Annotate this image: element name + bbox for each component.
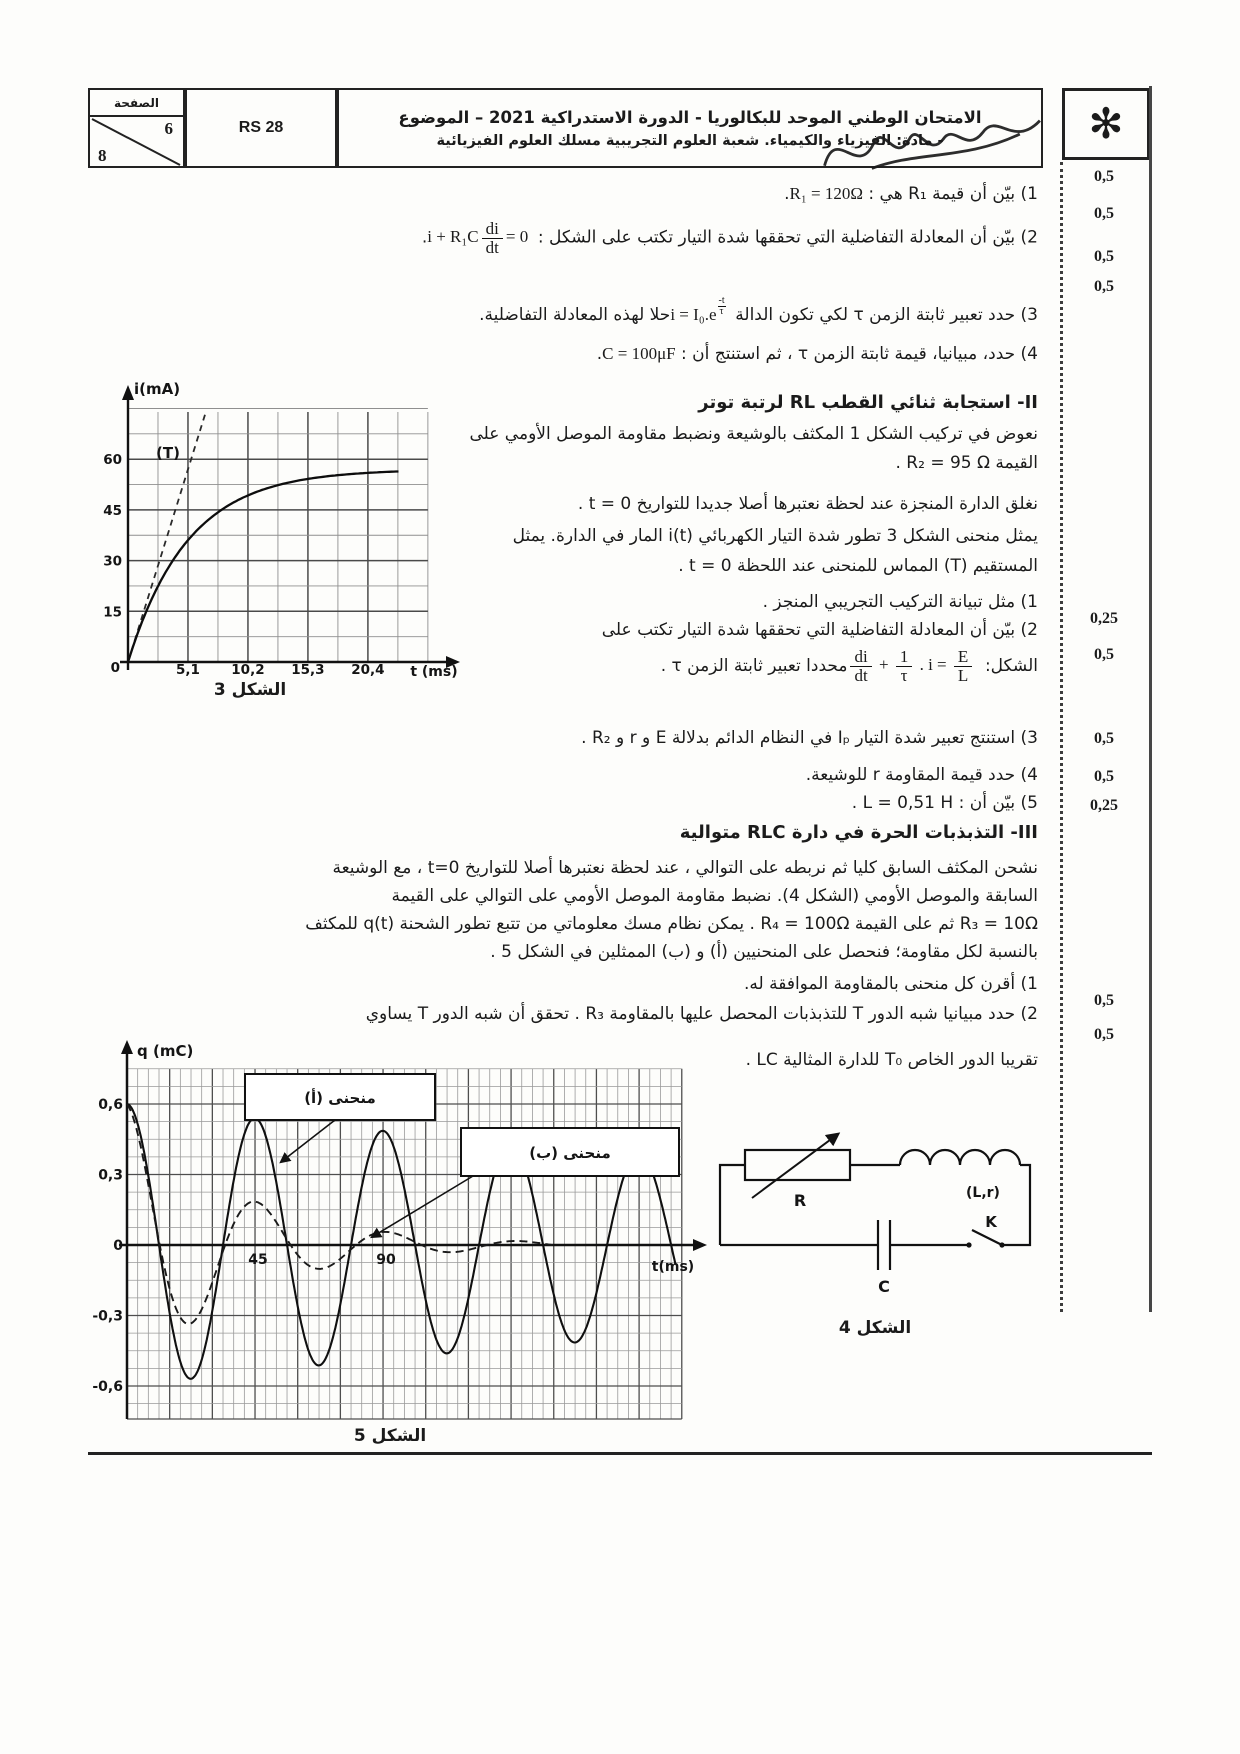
current-curve — [128, 472, 399, 663]
paragraph-line: السابقة والموصل الأومي (الشكل 4). نضبط مقاومة الموصل الأومي على التوالي على القيمة — [391, 886, 1038, 906]
switch-symbol — [972, 1230, 1002, 1245]
signature-scribble — [815, 100, 1050, 180]
header-page-box — [88, 88, 185, 168]
question-ii-4: 4) حدد قيمة المقاومة r للوشيعة. — [805, 765, 1038, 785]
svg-text:t(ms): t(ms) — [651, 1259, 695, 1275]
svg-text:45: 45 — [103, 502, 122, 519]
svg-text:30: 30 — [103, 553, 122, 570]
section-ii-heading: II- استجابة ثنائي القطب RL لرتبة توتر — [698, 392, 1038, 413]
equation-i2: i + R₁C $\frac{di}{dt}$ = 0 — [427, 219, 529, 257]
svg-text:5,1: 5,1 — [176, 662, 200, 678]
section-ii-paragraph-2: نغلق الدارة المنجزة عند لحظة نعتبرها أصلا جديدا للتواريخ t = 0 . — [577, 494, 1038, 514]
bottom-rule — [88, 1452, 1152, 1455]
svg-text:0,3: 0,3 — [98, 1167, 123, 1184]
svg-text:0: 0 — [110, 660, 120, 676]
paragraph-line: R₃ = 10Ω ثم على القيمة R₄ = 100Ω . يمكن نظام مسك معلوماتي من تتبع تطور الشحنة q(t) للمكثف — [305, 914, 1038, 934]
question-ii-1: 1) مثل تبيانة التركيب التجريبي المنجز . — [762, 592, 1038, 612]
svg-text:60: 60 — [103, 452, 122, 469]
section-ii-paragraph-1: نعوض في تركيب الشكل 1 المكثف بالوشيعة ونضبط مقاومة الموصل الأومي على القيمة R₂ = 95 Ω . — [469, 424, 1038, 473]
svg-text:20,4: 20,4 — [351, 662, 385, 678]
svg-text:90: 90 — [376, 1252, 396, 1268]
paragraph-line: نشحن المكثف السابق كليا ثم نربطه على التوالي ، عند لحظة نعتبرها أصلا للتواريخ t=0 ، مع الوشيعة — [332, 858, 1038, 878]
wire — [1002, 1165, 1030, 1245]
wire — [720, 1165, 745, 1245]
inductor-symbol — [900, 1150, 1020, 1165]
question-i-3: 3) حدد تعبير ثابتة الزمن τ لكي تكون الدالة i = I₀.e $\frac{-t}{\tau}$ حلا لهذه المعادلة التفاضلية. — [479, 295, 1038, 325]
svg-text:-0,3: -0,3 — [92, 1308, 123, 1325]
resistor-label: R — [793, 1191, 807, 1210]
score-mark: 0,5 — [1094, 248, 1114, 265]
question-iii-1: 1) أقرن كل منحنى بالمقاومة الموافقة له. — [744, 974, 1038, 994]
figure3-caption: الشكل 3 — [213, 680, 287, 700]
svg-text:45: 45 — [248, 1252, 268, 1268]
svg-text:q (mC): q (mC) — [137, 1042, 194, 1060]
star-box — [1062, 88, 1150, 160]
score-mark: 0,5 — [1094, 768, 1114, 785]
star-icon: ✻ — [1088, 99, 1124, 148]
score-mark: 0,5 — [1094, 168, 1114, 185]
section-iii-heading: III- التذبذبات الحرة في دارة RLC متوالية — [679, 822, 1038, 843]
score-mark: 0,5 — [1094, 278, 1114, 295]
equation-i3: i = I₀.e $\frac{-t}{\tau}$ — [670, 295, 725, 324]
capacitor-label: C — [878, 1277, 890, 1296]
question-iii-2: 2) حدد مبيانيا شبه الدور T للتذبذبات المحصل عليها بالمقاومة R₃ . تحقق أن شبه الدور T يساوي — [365, 1004, 1038, 1024]
question-ii-2-formula: الشكل: $\frac{di}{dt}$ + $\frac{1}{\tau}$ . i = $\frac{E}{L}$ محددا تعبير ثابتة الزمن τ . — [660, 647, 1038, 685]
score-mark: 0,5 — [1094, 205, 1114, 222]
switch-contact — [999, 1242, 1004, 1247]
question-i-1: 1) بيّن أن قيمة R₁ هي : R₁ = 120Ω. — [784, 184, 1038, 204]
switch-contact — [966, 1242, 971, 1247]
svg-text:منحنى (ب): منحنى (ب) — [529, 1144, 611, 1162]
svg-text:15: 15 — [103, 604, 122, 621]
score-column-right-border — [1149, 86, 1152, 1312]
question-ii-3: 3) استنتج تعبير شدة التيار Iₚ في النظام الدائم بدلالة E و r و R₂ . — [581, 728, 1038, 748]
question-i-2: 2) بيّن أن المعادلة التفاضلية التي تحققها شدة التيار تكتب على الشكل : i + R₁C $\frac{di}{dt}$ = 0 . — [421, 219, 1038, 257]
svg-text:10,2: 10,2 — [231, 662, 265, 678]
page-label: الصفحة — [90, 90, 183, 117]
score-mark: 0,5 — [1094, 992, 1114, 1009]
circuit-diagram — [700, 1100, 1050, 1300]
rs-code-box — [185, 88, 337, 168]
question-ii-2: 2) بيّن أن المعادلة التفاضلية التي تحققها شدة التيار تكتب على — [601, 620, 1038, 640]
question-ii-5: 5) بيّن أن : L = 0,51 H . — [851, 793, 1038, 813]
page-number-total: 8 — [98, 146, 107, 165]
svg-text:i(mA): i(mA) — [134, 380, 181, 398]
score-mark: 0,25 — [1090, 610, 1118, 627]
figure5-caption: الشكل 5 — [353, 1426, 427, 1446]
exam-title-line1: الامتحان الوطني الموحد للبكالوريا - الدورة الاستدراكية 2021 – الموضوع — [398, 107, 982, 127]
question-iii-2-continued: تقريبا الدور الخاص T₀ للدارة المثالية LC . — [745, 1050, 1038, 1070]
page-fraction-cell — [90, 117, 183, 167]
svg-text:0,6: 0,6 — [98, 1097, 123, 1113]
svg-text:-0,6: -0,6 — [92, 1379, 123, 1395]
score-mark: 0,5 — [1094, 1026, 1114, 1043]
svg-text:منحنى (أ): منحنى (أ) — [304, 1089, 376, 1107]
figure3-chart — [100, 382, 468, 694]
svg-text:t (ms): t (ms) — [410, 664, 458, 680]
score-mark: 0,25 — [1090, 797, 1118, 814]
circuit-caption: الشكل 4 — [838, 1318, 912, 1338]
score-column-dotted-divider — [1060, 162, 1063, 1312]
score-mark: 0,5 — [1094, 730, 1114, 747]
paragraph-line: بالنسبة لكل مقاومة؛ فنحصل على المنحنيين (أ) و (ب) الممثلين في الشكل 5 . — [490, 942, 1038, 962]
section-iii-paragraph — [93, 856, 1038, 968]
inductor-label: (L,r) — [966, 1185, 1000, 1201]
section-ii-paragraph-3: يمثل منحنى الشكل 3 تطور شدة التيار الكهربائي i(t) المار في الدارة. يمثل المستقيم (T) المماس للمنحنى عند اللحظة t = 0 . — [512, 526, 1038, 576]
figure5-chart — [92, 1040, 709, 1436]
question-i-4: 4) حدد، مبيانيا، قيمة ثابتة الزمن τ ، ثم استنتج أن : C = 100μF. — [596, 344, 1038, 364]
exam-title-line2: - مادة: الفيزياء والكيمياء. شعبة العلوم التجريبية مسلك العلوم الفيزيائية — [436, 132, 944, 149]
tangent-label: (T) — [156, 444, 180, 462]
svg-text:15,3: 15,3 — [291, 662, 325, 678]
svg-text:0: 0 — [113, 1238, 123, 1254]
equation-ii2: $\frac{di}{dt}$ + $\frac{1}{\tau}$ . i = $\frac{E}{L}$ — [847, 655, 979, 674]
score-mark: 0,5 — [1094, 646, 1114, 663]
switch-label: K — [985, 1213, 997, 1231]
variable-resistor-arrow — [752, 1134, 838, 1198]
rs-code: RS 28 — [238, 119, 284, 136]
page-number-current: 6 — [164, 119, 173, 138]
